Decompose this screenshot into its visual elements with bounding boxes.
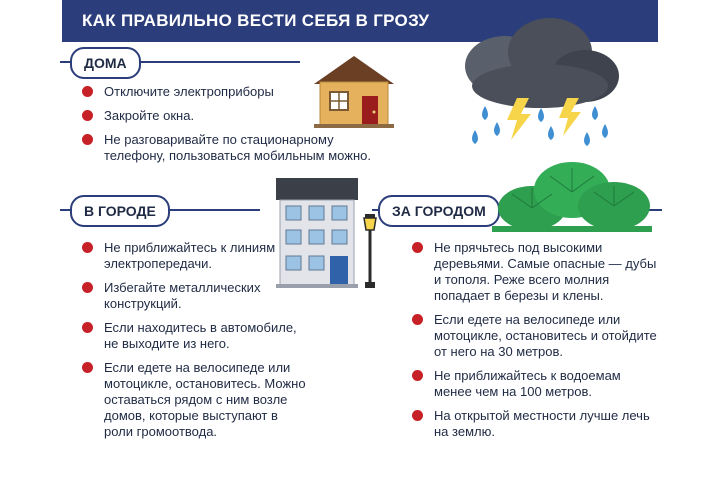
- page-title: КАК ПРАВИЛЬНО ВЕСТИ СЕБЯ В ГРОЗУ: [62, 0, 658, 42]
- bullet-icon: [82, 362, 93, 373]
- list-item: Если находитесь в автомобиле, не выходите из него.: [82, 320, 307, 352]
- bullet-icon: [412, 410, 423, 421]
- storm-cloud-icon: [455, 14, 625, 154]
- list-item: Закройте окна.: [82, 108, 382, 124]
- bullet-icon: [82, 86, 93, 97]
- bullet-icon: [82, 242, 93, 253]
- list-item: Не разговаривайте по стационарному телефону, пользоваться мобильным можно.: [82, 132, 382, 164]
- list-item: Избегайте металлических конструкций.: [82, 280, 307, 312]
- apartment-building-icon: [276, 178, 358, 288]
- list-item: Не приближайтесь к водоемам менее чем на 100 метров.: [412, 368, 662, 400]
- bullet-icon: [82, 282, 93, 293]
- outside-tips-list: [412, 240, 662, 448]
- bullet-icon: [82, 322, 93, 333]
- list-item: Не приближайтесь к линиям электропередачи.: [82, 240, 307, 272]
- bullet-icon: [412, 314, 423, 325]
- house-icon: [306, 50, 402, 130]
- list-item: Отключите электроприборы: [82, 84, 382, 100]
- outside-section-label: ЗА ГОРОДОМ: [378, 195, 500, 227]
- home-section-label: ДОМА: [70, 47, 141, 79]
- bullet-icon: [82, 134, 93, 145]
- city-section-label: В ГОРОДЕ: [70, 195, 170, 227]
- list-item: Если едете на велосипеде или мотоцикле, остановитесь и отойдите от него на 30 метров.: [412, 312, 662, 360]
- list-item: На открытой местности лучше лечь на землю.: [412, 408, 662, 440]
- bush-icon: [492, 160, 652, 232]
- list-item: Не прячьтесь под высокими деревьями. Самые опасные — дубы и тополя. Реже всего молния попадает в березы и клены.: [412, 240, 662, 304]
- bullet-icon: [412, 370, 423, 381]
- city-tips-list: [82, 240, 307, 448]
- list-item: Если едете на велосипеде или мотоцикле, остановитесь. Можно оставаться рядом с ним возле домов, которые выступают в роли громоотвода.: [82, 360, 307, 440]
- bullet-icon: [82, 110, 93, 121]
- bullet-icon: [412, 242, 423, 253]
- street-lamp-icon: [361, 212, 379, 288]
